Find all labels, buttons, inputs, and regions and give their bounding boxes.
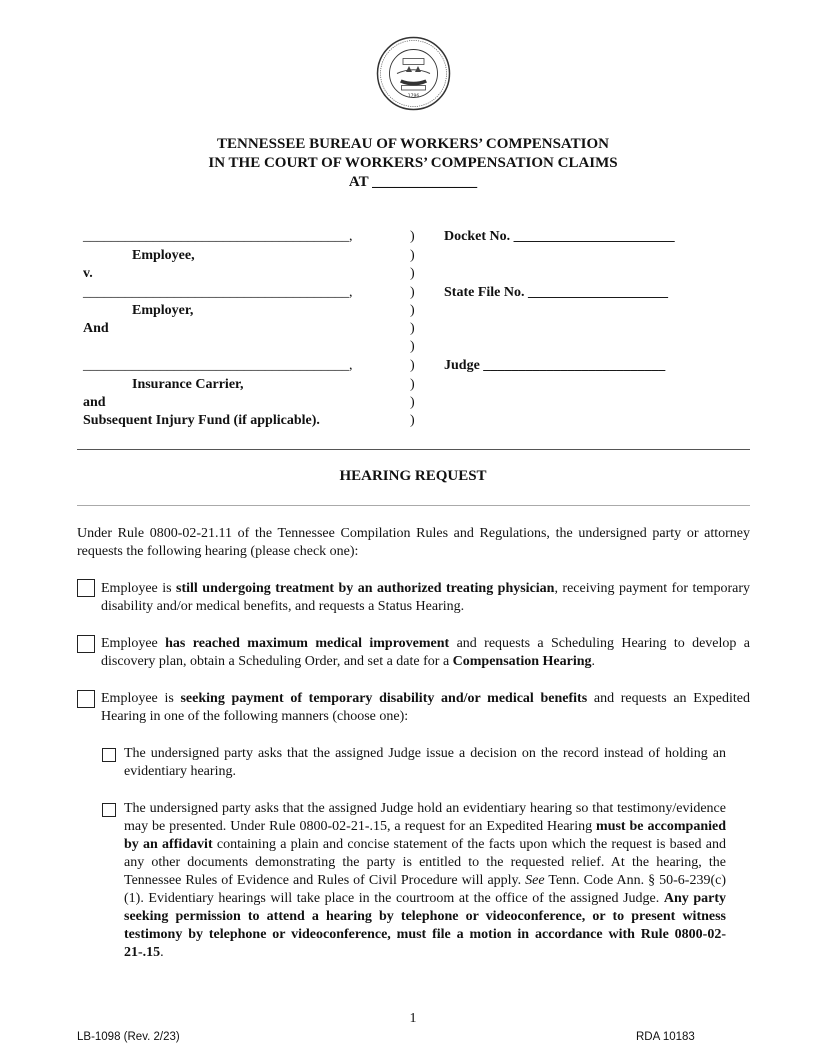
option-text-bold: Any party seeking permission to attend a hearing by telephone or videoconference, or to present witness testimony by telephone or videoconference, must file a motion in accordance with Rule 0800-02-21-.15 [124, 891, 726, 960]
caption-paren: ) [410, 339, 415, 354]
header-line-3: AT ______________ [348, 174, 478, 190]
state-file-number-field[interactable]: State File No. ____________________ [444, 285, 668, 300]
option-text: containing a plain and concise statement of the facts upon which the request is based and any other documents demonstrating the party is entitled to the requested relief. At the hearing, the Tennessee Rules of Evidence and Rules of Civil Procedure will apply. [124, 837, 726, 888]
option-text: . [591, 654, 595, 669]
header-line-2: IN THE COURT OF WORKERS’ COMPENSATION CLAIMS [208, 155, 618, 171]
decision-on-record-checkbox[interactable] [102, 748, 116, 762]
caption-paren: ) [410, 321, 415, 336]
judge-field[interactable]: Judge __________________________ [444, 358, 666, 373]
expedited-hearing-option-text [101, 690, 750, 726]
carrier-name-line[interactable]: ______________________________________, [83, 358, 353, 373]
option-text: The undersigned party asks that the assigned Judge hold an evidentiary hearing so that testimony/evidence may be presented. Under Rule 0800-02-21-.15, a request for an Expedited Hearing [124, 801, 726, 834]
header-line-1: TENNESSEE BUREAU OF WORKERS’ COMPENSATION [216, 136, 609, 152]
option-text-bold: must be accompanied by an affidavit [124, 819, 726, 852]
option-text: Employee is [101, 691, 181, 706]
form-number: LB-1098 (Rev. 2/23) [77, 1031, 180, 1043]
option-text: and requests an Expedited Hearing in one of the following manners (choose one): [101, 691, 750, 724]
option-text: . [160, 945, 164, 960]
option-text-italic: See [525, 873, 545, 888]
subsequent-injury-fund-label: Subsequent Injury Fund (if applicable). [83, 413, 320, 428]
intro-paragraph: Under Rule 0800-02-21.11 of the Tennessee Compilation Rules and Regulations, the undersigned party or attorney requests the following hearing (please check one): [77, 526, 750, 559]
caption-paren: ) [410, 395, 415, 410]
employer-name-line[interactable]: ______________________________________, [83, 285, 353, 300]
option-text: and requests a Scheduling Hearing to develop a discovery plan, obtain a Scheduling Order, and set a date for a [101, 636, 750, 669]
option-text: Employee [101, 636, 166, 651]
insurance-carrier-label: Insurance Carrier, [132, 377, 244, 392]
docket-number-field[interactable]: Docket No. _______________________ [444, 229, 675, 244]
state-seal-image [376, 36, 451, 111]
caption-paren: ) [410, 303, 415, 318]
and-label: And [83, 321, 109, 336]
divider-line [77, 449, 750, 450]
option-text-bold: has reached maximum medical improvement [165, 636, 450, 651]
caption-paren: ) [410, 285, 415, 300]
employee-label: Employee, [132, 248, 195, 263]
option-text: Employee is [101, 581, 177, 596]
page-number: 1 [409, 1011, 417, 1026]
evidentiary-hearing-option-text [124, 800, 726, 962]
rda-number: RDA 10183 [636, 1031, 695, 1043]
caption-paren: ) [410, 413, 415, 428]
option-text: Tenn. Code Ann. § 50-6-239(c)(1). Evidentiary hearings will take place in the courtroom at the office of the assigned Judge. [124, 873, 726, 906]
caption-paren: ) [410, 248, 415, 263]
caption-paren: ) [410, 358, 415, 373]
divider-line [77, 505, 750, 506]
expedited-hearing-checkbox[interactable] [77, 690, 95, 708]
status-hearing-option-text [101, 580, 750, 616]
decision-on-record-option-text: The undersigned party asks that the assigned Judge issue a decision on the record instead of holding an evidentiary hearing. [124, 746, 726, 779]
caption-paren: ) [410, 266, 415, 281]
document-title: HEARING REQUEST [339, 468, 487, 484]
and-label-2: and [83, 395, 106, 410]
caption-paren: ) [410, 377, 415, 392]
seal-year: 1796 [407, 93, 420, 99]
status-hearing-checkbox[interactable] [77, 579, 95, 597]
option-text: , receiving payment for temporary disability and/or medical benefits, and requests a Status Hearing. [101, 581, 750, 614]
scheduling-hearing-option-text [101, 635, 750, 671]
scheduling-hearing-checkbox[interactable] [77, 635, 95, 653]
versus-label: v. [83, 266, 93, 281]
employee-name-line[interactable]: ______________________________________, [83, 229, 353, 244]
evidentiary-hearing-checkbox[interactable] [102, 803, 116, 817]
employer-label: Employer, [132, 303, 194, 318]
option-text-bold: Compensation Hearing [452, 654, 592, 669]
option-text-bold: still undergoing treatment by an authorized treating physician [176, 581, 555, 596]
option-text-bold: seeking payment of temporary disability and/or medical benefits [180, 691, 588, 706]
caption-paren: ) [410, 229, 415, 244]
